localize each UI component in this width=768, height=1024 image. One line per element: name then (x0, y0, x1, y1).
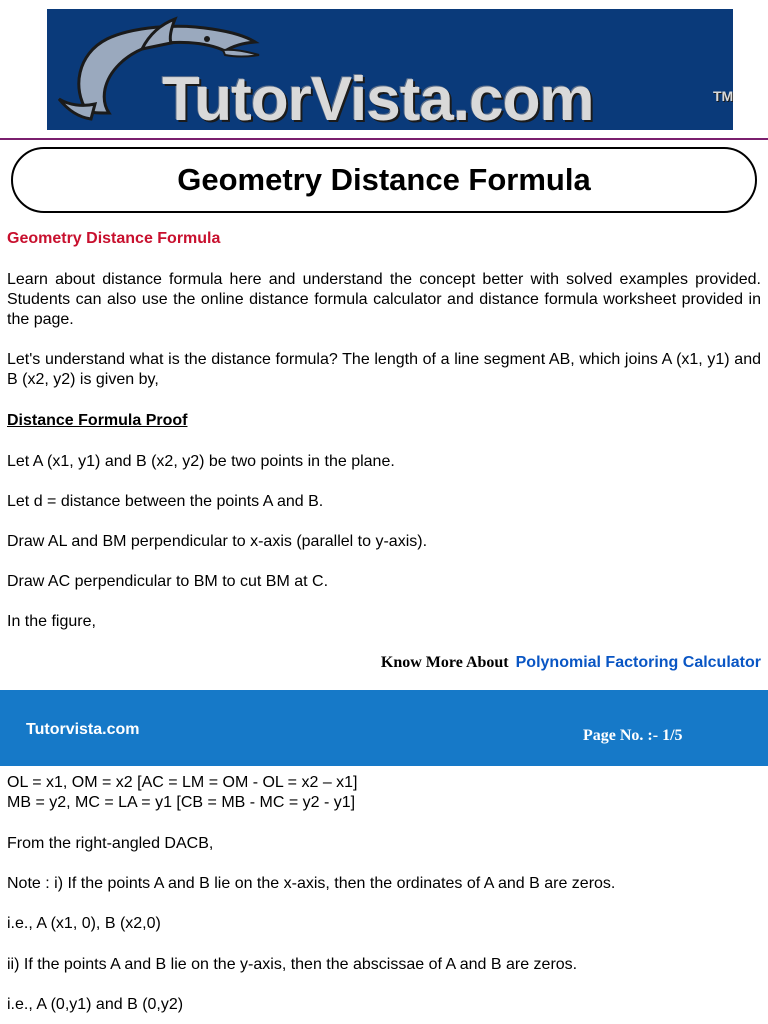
section-heading: Geometry Distance Formula (7, 230, 221, 247)
page2-line-1: OL = x1, OM = x2 [AC = LM = OM - OL = x2 – x1] (7, 774, 358, 791)
page2-line-2: MB = y2, MC = LA = y1 [CB = MB - MC = y2 - y1] (7, 794, 356, 811)
proof-line-1: Let A (x1, y1) and B (x2, y2) be two points in the plane. (7, 453, 395, 470)
header-divider (0, 138, 768, 140)
understand-paragraph: Let's understand what is the distance formula? The length of a line segment AB, which joins A (x1, y1) and B (x2, y2) is given by, (7, 351, 761, 388)
page2-line-3: From the right-angled DACB, (7, 835, 214, 852)
intro-paragraph: Learn about distance formula here and understand the concept better with solved examples provided. Students can also use the online distance formula calculator and distance formula worksheet provided in the page. (7, 271, 761, 328)
proof-heading: Distance Formula Proof (7, 412, 188, 429)
proof-line-3: Draw AL and BM perpendicular to x-axis (parallel to y-axis). (7, 533, 428, 550)
proof-line-5: In the figure, (7, 613, 96, 630)
page2-line-6: ii) If the points A and B lie on the y-axis, then the abscissae of A and B are zeros. (7, 956, 578, 973)
page-title: Geometry Distance Formula (11, 147, 757, 213)
polynomial-calculator-link[interactable]: Polynomial Factoring Calculator (515, 654, 761, 671)
footer-site-name: Tutorvista.com (26, 721, 140, 738)
trademark-mark: TM (713, 88, 733, 104)
know-more-prefix: Know More About (380, 654, 509, 671)
page2-line-5: i.e., A (x1, 0), B (x2,0) (7, 915, 161, 932)
logo-wordmark: TutorVista.com (162, 65, 594, 130)
page2-line-7: i.e., A (0,y1) and B (0,y2) (7, 996, 184, 1013)
proof-line-4: Draw AC perpendicular to BM to cut BM at C. (7, 573, 329, 590)
tutorvista-banner-logo (47, 9, 733, 130)
page-number: Page No. :- 1/5 (583, 727, 683, 744)
proof-line-2: Let d = distance between the points A and B. (7, 493, 324, 510)
know-more-line (381, 654, 761, 672)
page-footer-bar (0, 690, 768, 766)
page2-note-line: Note : i) If the points A and B lie on the x-axis, then the ordinates of A and B are zeros. (7, 875, 616, 892)
